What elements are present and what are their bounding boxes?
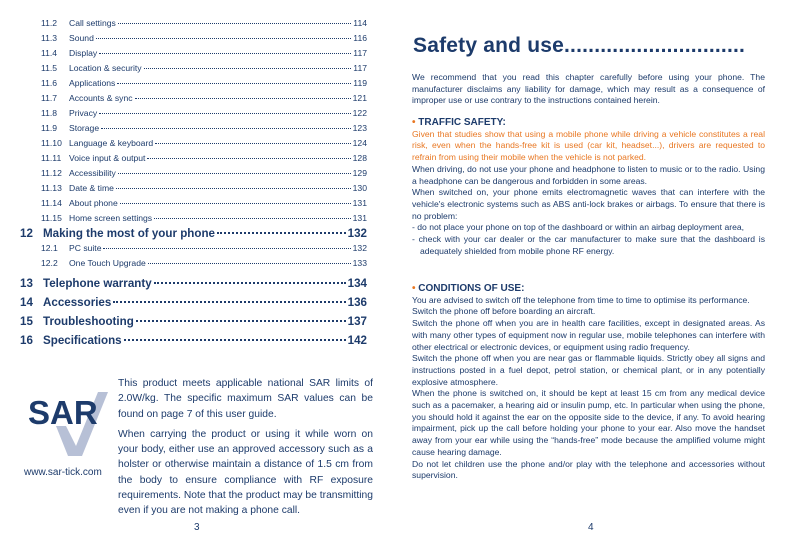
toc-chapter[interactable] [20,315,367,328]
toc-leader [117,83,351,84]
paragraph: When switched on, your phone emits electromagnetic waves that can interfere with the vehicle's electronic systems such as ABS anti-lock brakes or airbags. To ensure that there is no problem: [412,187,765,221]
toc-leader [118,23,351,24]
dash-item: - do not place your phone on top of the dashboard or within an airbag deployment area, [412,222,745,233]
toc-entry-label: PC suite [69,243,102,253]
toc-chapter-page: 134 [347,277,367,290]
dash-item: - check with your car dealer or the car manufacturer to make sure that the dashboard is adequately shielded from mobile phone RF energy. [412,234,765,256]
toc-entry-number: 11.4 [41,48,58,58]
sar-logo-text: SAR [28,394,98,431]
toc-entry-label: Display [69,48,98,58]
toc-entry[interactable] [41,123,367,133]
sar-tick-logo [28,390,112,462]
toc-leader [118,173,351,174]
sar-url[interactable]: www.sar-tick.com [24,467,102,478]
paragraph: Do not let children use the phone and/or play with the telephone and accessories without supervision. [412,458,765,481]
toc-leader [155,143,351,144]
toc-entry-number: 12.2 [41,258,58,268]
toc-chapter-page: 136 [347,296,367,309]
toc-chapter-label: Specifications [43,334,122,347]
toc-chapter-number: 12 [20,227,33,240]
toc-chapter-label: Accessories [43,296,112,309]
toc-entry-label: Voice input & output [69,153,146,163]
toc-entry-label: Language & keyboard [69,138,154,148]
toc-entry-page: 116 [353,33,367,43]
toc-entry[interactable] [41,258,367,268]
toc-leader [136,320,346,322]
paragraph: Switch the phone off when you are in health care facilities, except in designated areas. As with many other types of equipment now in regular use, mobile telephones can interfere with other electrical or electronic devices, or equipment using radio frequency. [412,318,765,352]
toc-entry-number: 11.6 [41,78,58,88]
toc-leader [96,38,351,39]
toc-chapter-number: 13 [20,277,33,290]
toc-entry[interactable] [41,138,367,148]
toc-entry-number: 11.9 [41,123,58,133]
toc-entry-number: 11.5 [41,63,58,73]
toc-entry-label: Call settings [69,18,116,28]
sar-paragraph: This product meets applicable national SAR limits of 2.0W/kg. The specific maximum SAR values can be found on page 7 of this user guide. [118,378,373,420]
toc-entry[interactable] [41,168,367,178]
toc-entry[interactable] [41,198,367,208]
toc-entry-number: 11.13 [41,183,62,193]
toc-chapter-number: 14 [20,296,33,309]
toc-entry-number: 11.14 [41,198,62,208]
toc-leader [120,203,351,204]
toc-entry-label: Privacy [69,108,98,118]
toc-leader [101,128,351,129]
toc-entry-label: Sound [69,33,94,43]
section-heading [412,283,765,295]
paragraph: You are advised to switch off the telephone from time to time to optimise its performance. [412,294,750,305]
toc-entry-page: 119 [353,78,367,88]
toc-leader [103,248,350,249]
toc-leader [144,68,352,69]
toc-entry-page: 123 [352,123,367,133]
toc-chapter[interactable] [20,277,367,290]
toc-chapter-label: Troubleshooting [43,315,134,328]
toc-entry[interactable] [41,63,367,73]
toc-entry-page: 129 [352,168,367,178]
toc-leader [124,339,346,341]
toc-entry-page: 122 [352,108,367,118]
toc-entry-page: 130 [352,183,367,193]
toc-chapter-label: Telephone warranty [43,277,152,290]
toc-leader [154,218,351,219]
toc-entry-number: 12.1 [41,243,58,253]
toc-entry-page: 131 [352,213,367,223]
toc-leader [116,188,351,189]
toc-entry-label: Date & time [69,183,114,193]
toc-chapter-page: 137 [347,315,367,328]
toc-leader [99,53,351,54]
toc-chapter[interactable] [20,227,367,240]
toc-entry-label: About phone [69,198,118,208]
toc-entry-label: Accounts & sync [69,93,133,103]
toc-entry[interactable] [41,183,367,193]
toc-entry[interactable] [41,108,367,118]
intro-paragraph: We recommend that you read this chapter carefully before using your phone. The manufacturer disclaims any liability for damage, which may result as a consequence of improper use or use contrary to the instructions contained herein. [412,72,765,106]
toc-entry-page: 117 [353,48,367,58]
page-number: 3 [194,522,200,533]
toc-entry-number: 11.7 [41,93,58,103]
paragraph: Switch the phone off before boarding an aircraft. [412,306,596,317]
paragraph: When driving, do not use your phone and headphone to listen to music or to the radio. Using a headphone can be dangerous and forbidden in some areas. [412,163,765,186]
toc-entry-number: 11.10 [41,138,62,148]
toc-leader [154,282,346,284]
conditions-section [412,283,765,482]
toc-entry-page: 133 [352,258,367,268]
paragraph: When the phone is switched on, it should be kept at least 15 cm from any medical device such as a pacemaker, a hearing aid or insulin pump, etc. In particular when using the phone, you should hold it against the ear on the opposite side to the device, if any. To avoid hearing impairment, pick up the call before holding your phone to your ear. Also move the handset away from your ear while using the “hands-free” mode because the amplified volume might cause hearing damage. [412,388,765,457]
toc-entry-label: Applications [69,78,116,88]
toc-entry-page: 132 [352,243,367,253]
toc-entry-page: 114 [353,18,367,28]
toc-entry-page: 128 [352,153,367,163]
toc-chapter[interactable] [20,296,367,309]
toc-entry-page: 131 [352,198,367,208]
toc-entry[interactable] [41,153,367,163]
toc-entry-number: 11.8 [41,108,58,118]
toc-entry-page: 117 [353,63,367,73]
toc-entry[interactable] [41,213,367,223]
bullet-icon: • [412,283,416,294]
toc-entry-number: 11.2 [41,18,58,28]
section-heading [412,117,765,129]
right-page [393,0,786,559]
toc-entry[interactable] [41,93,367,103]
page-title: Safety and use.............................. [413,34,746,57]
toc-entry-label: Accessibility [69,168,116,178]
toc-entry-number: 11.11 [41,153,62,163]
toc-leader [148,263,351,264]
warning-paragraph: Given that studies show that using a mobile phone while driving a vehicle constitutes a real risk, even when the hands-free kit is used (car kit, headset...), drivers are requested to refrain from using their mobile when the vehicle is not parked. [412,128,765,163]
toc-chapter[interactable] [20,334,367,347]
paragraph: Switch the phone off when you are near gas or flammable liquids. Strictly obey all signs and instructions posted in a fuel depot, petrol station, or chemical plant, or in any potentially explosive atmosphere. [412,353,765,387]
toc-entry[interactable] [41,48,367,58]
heading-text: CONDITIONS OF USE: [418,283,525,294]
toc-entry[interactable] [41,18,367,28]
toc-entry-label: One Touch Upgrade [69,258,146,268]
toc-chapter-number: 15 [20,315,33,328]
toc-entry-number: 11.3 [41,33,58,43]
bullet-icon: • [412,117,416,128]
sar-paragraph: When carrying the product or using it while worn on your body, either use an approved accessory such as a holster or otherwise maintain a distance of 1.5 cm from the body to ensure compliance with RF exposure requirements. Note that the product may be transmitting even if you are not making a phone call. [118,428,373,517]
toc-leader [99,113,350,114]
toc-leader [135,98,351,99]
intro-text [412,72,765,107]
toc-leader [113,301,345,303]
toc-entry-label: Location & security [69,63,142,73]
toc-chapter-label: Making the most of your phone [43,227,215,240]
heading-text: TRAFFIC SAFETY: [418,117,506,128]
toc-leader [217,232,346,234]
toc-entry-page: 124 [352,138,367,148]
page-number: 4 [588,522,594,533]
toc-chapter-page: 142 [347,334,367,347]
toc-entry-label: Home screen settings [69,213,153,223]
toc-entry-page: 121 [352,93,367,103]
toc-entry-number: 11.12 [41,168,62,178]
toc-leader [147,158,350,159]
traffic-safety-section [412,117,765,257]
toc-entry[interactable] [41,243,367,253]
toc-entry[interactable] [41,78,367,88]
toc-entry[interactable] [41,33,367,43]
toc-chapter-page: 132 [347,227,367,240]
toc-entry-label: Storage [69,123,100,133]
toc-entry-number: 11.15 [41,213,62,223]
toc-chapter-number: 16 [20,334,33,347]
sar-statement [118,376,373,524]
